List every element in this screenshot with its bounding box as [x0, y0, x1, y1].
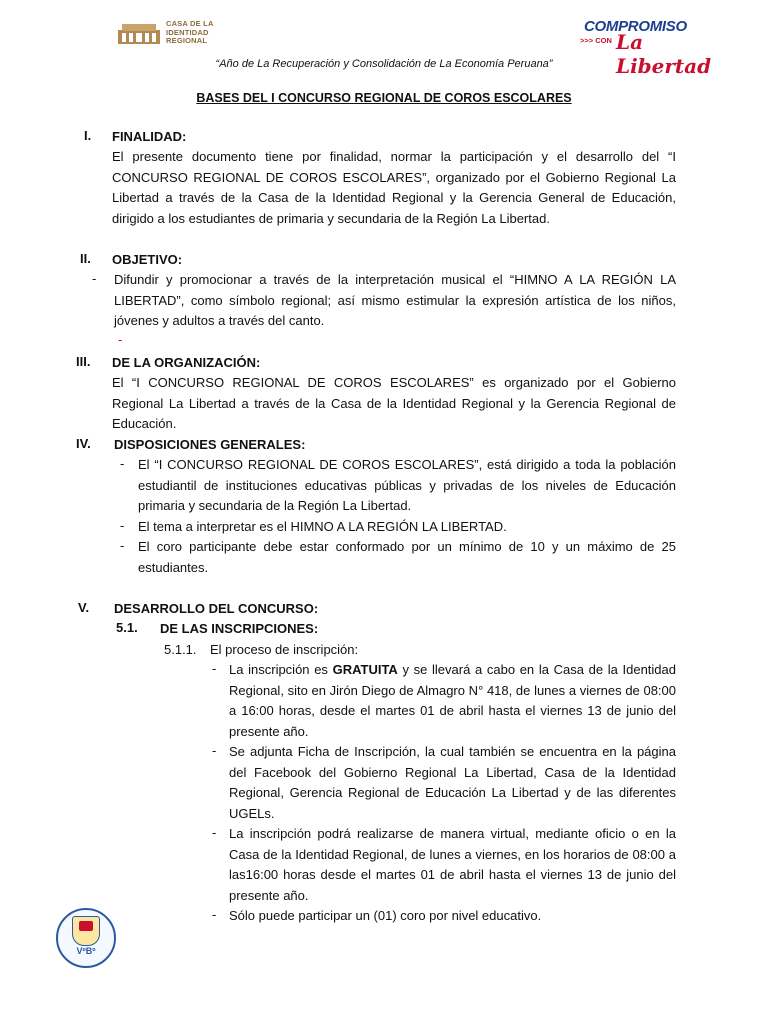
section-number: III. — [76, 354, 91, 369]
logo-line: IDENTIDAD — [166, 27, 209, 37]
subsubsection-heading: El proceso de inscripción: — [210, 642, 359, 657]
section-number: V. — [78, 600, 90, 615]
bullet-dash: - — [92, 271, 97, 286]
list-item: El tema a interpretar es el HIMNO A LA REGIÓN LA LIBERTAD. — [138, 519, 507, 534]
bullet-dash: - — [212, 661, 217, 676]
seal-stamp — [56, 908, 116, 968]
bold-text: GRATUITA — [332, 662, 398, 677]
list-item: Se adjunta Ficha de Inscripción, la cual también se encuentra en la página del Facebook del Gobierno Regional La Libertad, Casa de la Identidad Regional, Gerencia Regional de Educación La Libertad y de las diferentes UGELs. — [229, 744, 676, 821]
shield-icon — [72, 916, 100, 946]
document-title: BASES DEL I CONCURSO REGIONAL DE COROS ESCOLARES — [196, 91, 572, 105]
casa-identidad-logo — [116, 18, 214, 52]
bullet-dash: - — [118, 332, 123, 347]
bullet-dash: - — [212, 743, 217, 758]
subsection-number: 5.1. — [116, 620, 138, 635]
list-item: El coro participante debe estar conformado por un mínimo de 10 y un máximo de 25 estudiantes. — [138, 539, 676, 575]
list-item: Difundir y promocionar a través de la interpretación musical el “HIMNO A LA REGIÓN LA LIBERTAD”, como símbolo regional; así mismo estimular la expresión artística de los niños, jóvenes y adultos a través del canto. — [114, 272, 676, 328]
list-item: Sólo puede participar un (01) coro por nivel educativo. — [229, 908, 542, 923]
section-heading: FINALIDAD: — [112, 129, 187, 144]
bullet-dash: - — [120, 538, 125, 553]
logo-compromiso-text: COMPROMISO — [584, 18, 687, 35]
section-heading: OBJETIVO: — [112, 252, 183, 267]
year-motto: “Año de La Recuperación y Consolidación de La Economía Peruana” — [215, 58, 553, 70]
subsubsection-number: 5.1.1. — [164, 642, 197, 657]
seal-text: VºBº — [76, 946, 96, 956]
text-run: La inscripción es — [229, 662, 333, 677]
section-body: El presente documento tiene por finalidad, normar la participación y el desarrollo del “I CONCURSO REGIONAL DE COROS ESCOLARES”, organizado por el Gobierno Regional La Libertad a través de la Casa de la Identidad Regional y la Gerencia General de Educación, dirigido a los estudiantes de primaria y secundaria de la Región La Libertad. — [112, 149, 676, 226]
logo-line: REGIONAL — [166, 36, 208, 45]
bullet-dash: - — [120, 456, 125, 471]
building-icon — [116, 18, 162, 48]
subsection-heading: DE LAS INSCRIPCIONES: — [160, 621, 319, 636]
section-body: El “I CONCURSO REGIONAL DE COROS ESCOLARES” es organizado por el Gobierno Regional La Libertad a través de la Casa de la Identidad Regional y la Gerencia Regional de Educación. — [112, 375, 676, 431]
logo-libertad-text: La Libertad — [616, 30, 712, 78]
logo-con-text: >>> CON — [580, 36, 612, 45]
bullet-dash: - — [212, 825, 217, 840]
compromiso-logo — [580, 18, 712, 78]
list-item: La inscripción podrá realizarse de manera virtual, mediante oficio o en la Casa de la Identidad Regional, de lunes a viernes, en los horarios de 08:00 a las16:00 horas desde el martes 01 de abril hasta el viernes 13 de junio del presente año. — [229, 826, 676, 903]
list-item — [229, 660, 676, 742]
logo-line: CASA DE LA — [166, 19, 214, 28]
section-number: II. — [80, 251, 91, 266]
section-number: IV. — [76, 436, 91, 451]
section-heading: DESARROLLO DEL CONCURSO: — [114, 601, 319, 616]
bullet-dash: - — [120, 518, 125, 533]
section-heading: DISPOSICIONES GENERALES: — [114, 437, 306, 452]
list-item: El “I CONCURSO REGIONAL DE COROS ESCOLARES”, está dirigido a toda la población estudiantil de instituciones educativas públicas y privadas de los niveles de Educación primaria y secundaria de la Región La Libertad. — [138, 457, 676, 513]
section-heading: DE LA ORGANIZACIÓN: — [112, 355, 261, 370]
bullet-dash: - — [212, 907, 217, 922]
logo-left-text — [166, 20, 214, 46]
section-number: I. — [84, 128, 92, 143]
text-run: y se llevará a cabo en la Casa de la Identidad Regional, sito en Jirón Diego de Almagro N° 418, de lunes a viernes de 08:00 a 16:00 horas, desde el martes 01 de abril hasta el viernes 13 de junio del presente año. — [229, 662, 676, 739]
